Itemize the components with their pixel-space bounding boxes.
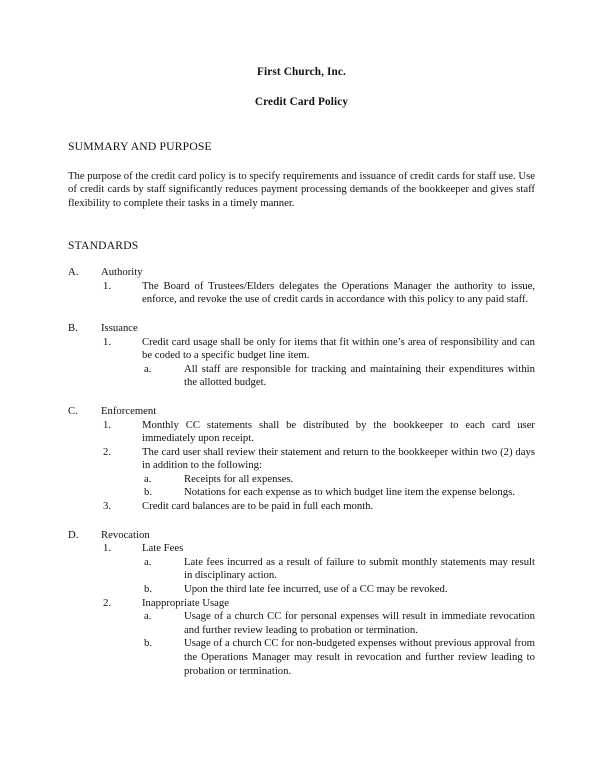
outline-item-marker: 3.: [103, 500, 112, 513]
summary-paragraph: The purpose of the credit card policy is to specify requirements and issuance of credit cards for staff use. Use of credit cards by staff significantly reduces payment processing demands of the bookkeeper and gives staff flexibility to complete their tasks in a timely manner.: [68, 169, 535, 209]
outline-subitem-text: Receipts for all expenses.: [184, 472, 294, 485]
outline-item-text: Late Fees: [142, 542, 184, 555]
outline-numbered-list: [103, 419, 535, 514]
outline-item-text: Credit card balances are to be paid in full each month.: [142, 500, 374, 513]
outline-item-marker: 1.: [103, 279, 112, 292]
outline-item-text: Inappropriate Usage: [142, 596, 229, 609]
outline-subitem-marker: a.: [144, 555, 152, 568]
outline-subitem-marker: a.: [144, 610, 152, 623]
outline-lettered-list: [144, 473, 535, 500]
outline-section: [68, 529, 535, 679]
outline-numbered-list: [103, 336, 535, 390]
outline-section-marker: C.: [68, 404, 78, 417]
outline-item-marker: 1.: [103, 418, 112, 431]
outline-item: [103, 500, 535, 514]
outline-lettered-list: [144, 363, 535, 390]
outline-item-text: The Board of Trustees/Elders delegates the Operations Manager the authority to issue, enforce, and revoke the use of credit cards in accordance with this policy to any paid staff.: [142, 279, 535, 306]
outline-subitem-text: Usage of a church CC for non-budgeted expenses without previous approval from the Operations Manager may result in revocation and further review leading to probation or termination.: [184, 637, 535, 677]
outline-subitem: [144, 363, 535, 390]
outline-item: [103, 597, 535, 679]
outline-section-marker: D.: [68, 528, 79, 541]
outline-section: [68, 322, 535, 390]
outline-item-text: Monthly CC statements shall be distributed by the bookkeeper to each card user immediately upon receipt.: [142, 418, 535, 445]
policy-title: Credit Card Policy: [254, 95, 349, 108]
standards-outline: [68, 266, 535, 678]
outline-item: [103, 419, 535, 446]
outline-item-marker: 1.: [103, 335, 112, 348]
outline-subitem: [144, 556, 535, 583]
outline-item: [103, 280, 535, 307]
outline-subitem: [144, 583, 535, 597]
outline-item: [103, 446, 535, 500]
outline-item: [103, 542, 535, 596]
outline-item-marker: 1.: [103, 542, 112, 555]
outline-lettered-list: [144, 556, 535, 597]
organization-title: First Church, Inc.: [257, 66, 346, 78]
outline-subitem-marker: a.: [144, 362, 152, 375]
outline-section-label: Revocation: [101, 528, 150, 541]
outline-subitem: [144, 473, 535, 487]
outline-item: [103, 336, 535, 390]
outline-lettered-list: [144, 610, 535, 678]
outline-item-marker: 2.: [103, 596, 112, 609]
outline-subitem-text: Notations for each expense as to which budget line item the expense belongs.: [184, 486, 515, 499]
outline-numbered-list: [103, 280, 535, 307]
outline-section-marker: B.: [68, 321, 78, 334]
outline-section-label: Enforcement: [101, 404, 157, 417]
summary-heading: SUMMARY AND PURPOSE: [68, 140, 212, 154]
outline-item-text: The card user shall review their statement and return to the bookkeeper within two (2) days in addition to the following:: [142, 445, 535, 472]
outline-subitem-marker: b.: [144, 486, 153, 499]
outline-subitem-text: Usage of a church CC for personal expenses will result in immediate revocation and further review leading to probation or termination.: [184, 610, 535, 636]
outline-subitem: [144, 637, 535, 678]
document-body: [68, 62, 535, 678]
outline-subitem-marker: b.: [144, 583, 153, 596]
outline-numbered-list: [103, 542, 535, 678]
outline-subitem: [144, 610, 535, 637]
outline-subitem: [144, 486, 535, 500]
outline-item-marker: 2.: [103, 445, 112, 458]
outline-item-text: Credit card usage shall be only for items that fit within one’s area of responsibility and can be coded to a specific budget line item.: [142, 335, 535, 362]
outline-subitem-marker: b.: [144, 637, 153, 650]
outline-section-marker: A.: [68, 266, 79, 279]
outline-subitem-marker: a.: [144, 472, 152, 485]
standards-heading: STANDARDS: [68, 238, 139, 252]
outline-section: [68, 266, 535, 307]
outline-subitem-text: All staff are responsible for tracking and maintaining their expenditures within the allotted budget.: [184, 362, 535, 389]
outline-subitem-text: Late fees incurred as a result of failure to submit monthly statements may result in disciplinary action.: [184, 555, 535, 582]
outline-section-label: Authority: [101, 266, 143, 279]
outline-section-label: Issuance: [101, 321, 138, 334]
outline-subitem-text: Upon the third late fee incurred, use of a CC may be revoked.: [184, 583, 448, 596]
outline-section: [68, 405, 535, 514]
